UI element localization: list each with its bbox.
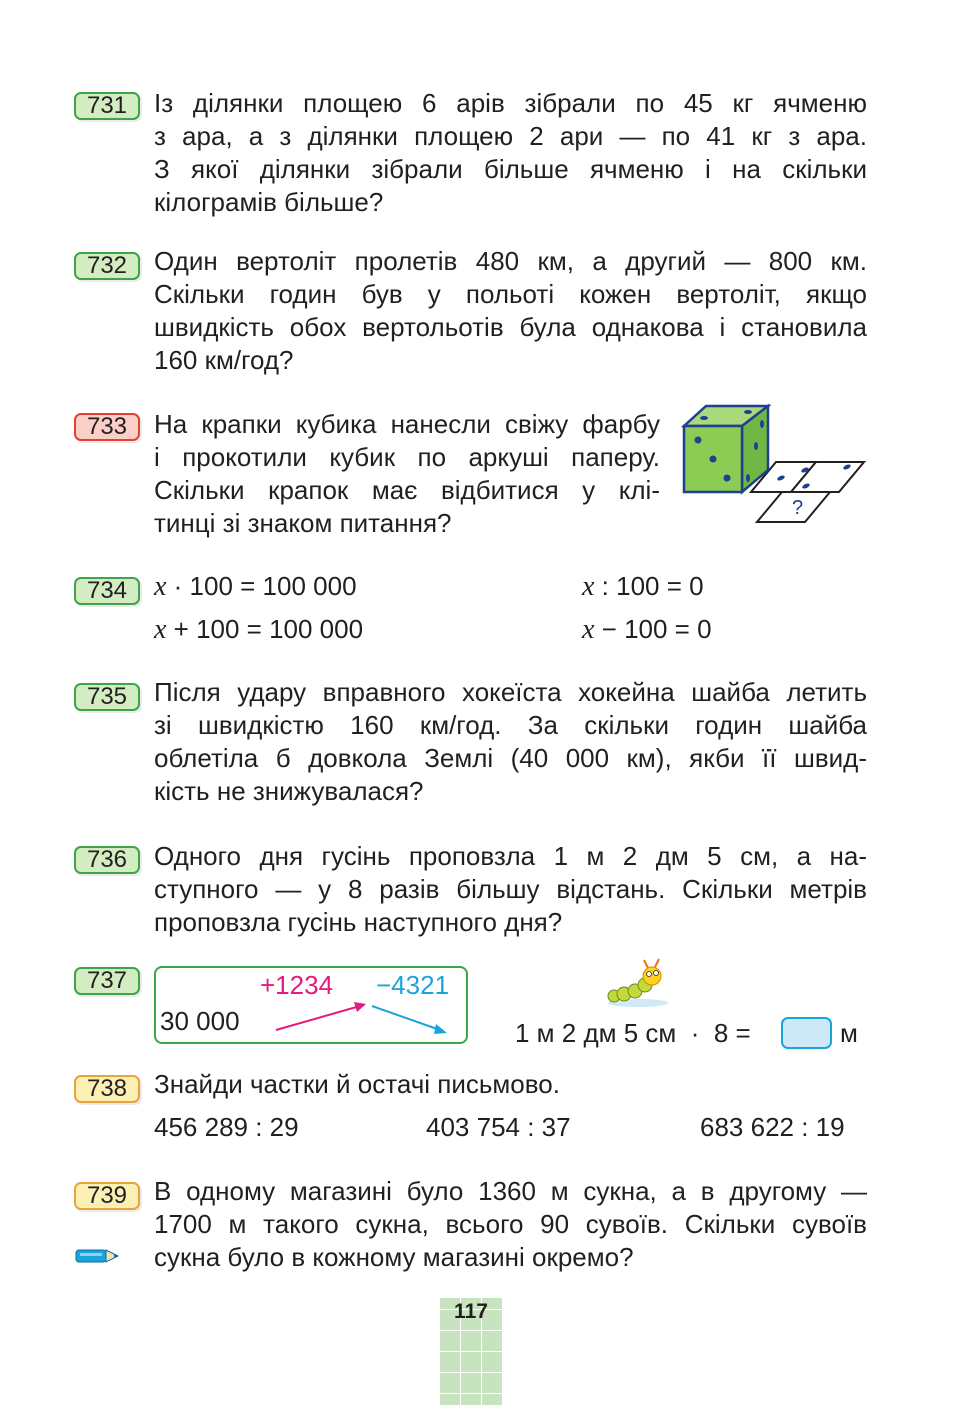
task-number-badge: 731: [74, 92, 140, 120]
task-text: [154, 676, 867, 808]
text-line: проповзла гусінь наступного дня?: [154, 907, 563, 937]
text-line: кілограмів більше?: [154, 187, 384, 217]
text-line: швидкість обох вертольотів була однакова і становила: [154, 312, 867, 342]
text-line: і прокотили кубик по аркуші паперу.: [154, 442, 660, 472]
operation-arrows: [156, 968, 466, 1042]
task-number-badge: 737: [74, 967, 140, 995]
caterpillar-icon: [604, 958, 674, 1008]
division: 456 289 : 29: [154, 1112, 299, 1142]
length-expression: 1 м 2 дм 5 см · 8 =: [515, 1018, 751, 1048]
task-text: [154, 840, 867, 939]
text-line: зі швидкістю 160 км/год. За скільки годин шайба: [154, 710, 867, 740]
task-number-badge: 736: [74, 846, 140, 874]
text-line: Одного дня гусінь проповзла 1 м 2 дм 5 см, а на-: [154, 841, 867, 871]
task-number-badge: 738: [74, 1075, 140, 1103]
dice-figure: [676, 400, 872, 528]
text-line: Скільки крапок має відбитися у клі-: [154, 475, 660, 505]
text-line: Із ділянки площею 6 арів зібрали по 45 кг ячменю: [154, 88, 867, 118]
equation: x · 100 = 100 000: [154, 571, 357, 602]
answer-box[interactable]: [781, 1017, 832, 1049]
text-line: кість не знижувалася?: [154, 776, 424, 806]
text-line: Скільки годин був у польоті кожен вертоліт, якщо: [154, 279, 867, 309]
unit-label: м: [840, 1018, 858, 1048]
equation: x : 100 = 0: [582, 571, 704, 602]
equation: x − 100 = 0: [582, 614, 712, 645]
task-text: [154, 245, 867, 377]
pencil-icon: [74, 1246, 122, 1266]
task-number-badge: 735: [74, 683, 140, 711]
operation-minus: −4321: [376, 970, 450, 1000]
task-text: [154, 87, 867, 219]
page-number: 117: [454, 1300, 488, 1323]
text-line: ступного — у 8 разів більшу відстань. Скільки метрів: [154, 874, 867, 904]
equation: x + 100 = 100 000: [154, 614, 364, 645]
task-number-badge: 732: [74, 252, 140, 280]
text-line: З якої ділянки зібрали більше ячменю і на скільки: [154, 154, 867, 184]
text-line: тинці зі знаком питання?: [154, 508, 452, 538]
question-mark: ?: [792, 497, 804, 519]
text-line: сукна було в кожному магазині окремо?: [154, 1242, 634, 1272]
text-line: 1700 м такого сукна, всього 90 сувоїв. Скільки сувоїв: [154, 1209, 867, 1239]
text-line: облетіла б довкола Землі (40 000 км), якби її швид-: [154, 743, 867, 773]
start-number: 30 000: [160, 1006, 240, 1036]
operation-plus: +1234: [260, 970, 334, 1000]
text-line: з ара, а з ділянки площею 2 ари — по 41 кг з ара.: [154, 121, 867, 151]
text-line: На крапки кубика нанесли свіжу фарбу: [154, 409, 660, 439]
task-text: [154, 1175, 867, 1274]
division: 683 622 : 19: [700, 1112, 845, 1142]
task-number-badge: 739: [74, 1182, 140, 1210]
text-line: В одному магазині було 1360 м сукна, а в другому —: [154, 1176, 867, 1206]
text-line: Один вертоліт пролетів 480 км, а другий — 800 км.: [154, 246, 867, 276]
text-line: 160 км/год?: [154, 345, 294, 375]
task-number-badge: 734: [74, 577, 140, 605]
division: 403 754 : 37: [426, 1112, 571, 1142]
task-number-badge: 733: [74, 413, 140, 441]
task-text: [154, 408, 660, 540]
operation-chain-box: [154, 966, 468, 1044]
task-text: Знайди частки й остачі письмово.: [154, 1069, 560, 1099]
text-line: Після удару вправного хокеїста хокейна шайба летить: [154, 677, 867, 707]
